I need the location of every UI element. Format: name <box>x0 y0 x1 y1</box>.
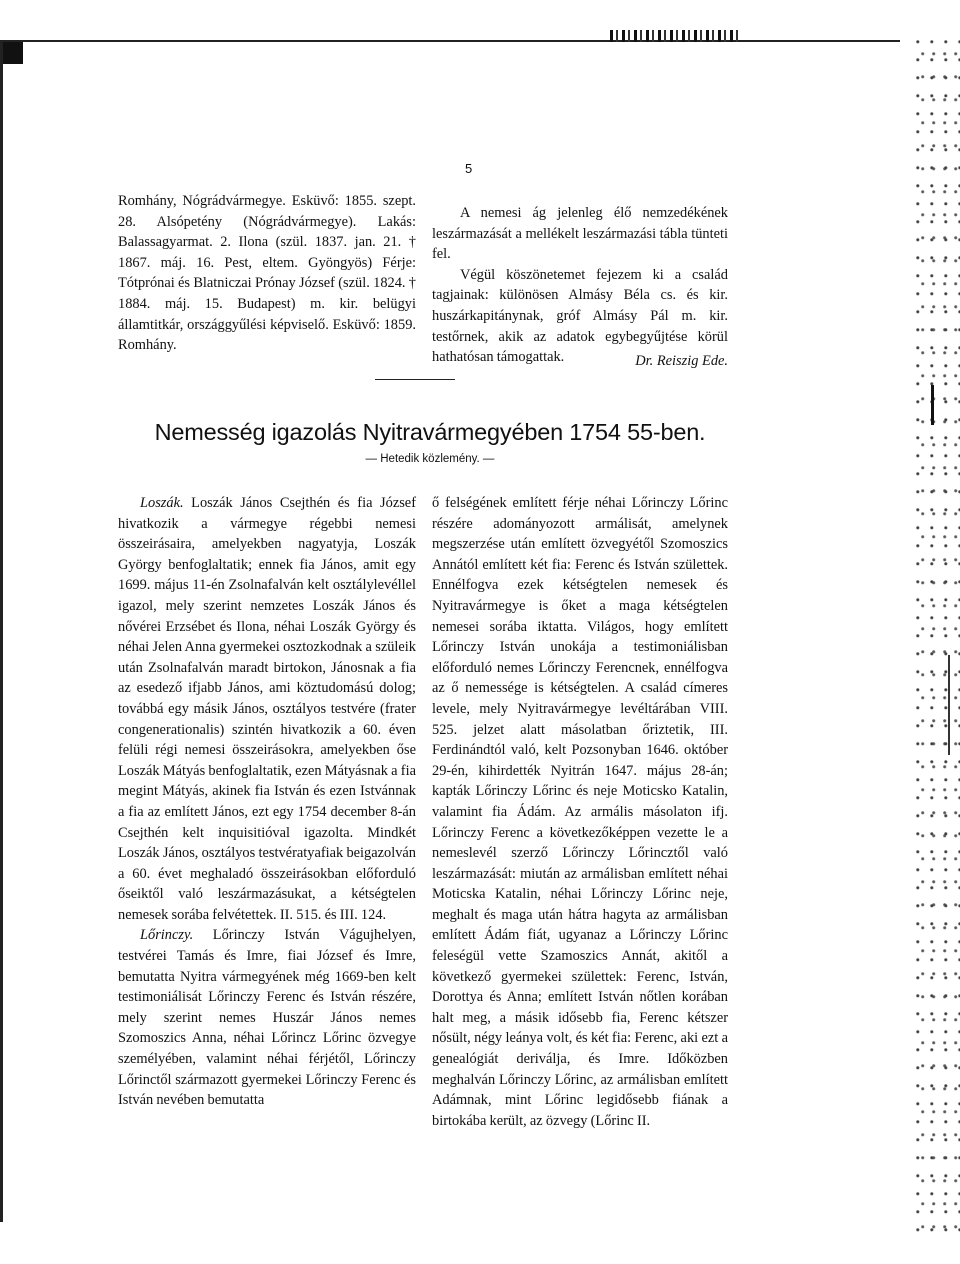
article-heading: Nemesség igazolás Nyitravármegyében 1754 55-ben. <box>154 419 706 445</box>
scan-artifact-right-bar <box>931 385 934 425</box>
scan-artifact-left-edge <box>0 42 3 1222</box>
bottom-right-text: ő felségének említett férje néhai Lőrinczy Lőrinc részére adományozott armálisát, amelynek megszerzése után említett özvegyétől Szomoszics Annától említett két fia: Ferenc és István születtek. Ennélfogva ezek kétségtelen nemesek és Nyitravármegye is őket a maga kétségtelen nemesei sorába iktatta. Világos, hogy említett Lőrinczy István unokája a testimoniálisban előforduló nemes Lőrinczy Ferencnek, ennélfogva az ő nemessége is kétségtelen. A család címeres levele, mely Nyitravármegye levéltárában VIII. 525. jelzet alatt másolatban őriztetik, III. Ferdinándtól való, kelt Pozsonyban 1646. október 29-én, kihirdették Nyitrán 1647. május 28-án; kapták Lőrinczy Lőrinc és neje Moticsko Katalin, valamint fia Ádám. Az armális másolaton ifj. Lőrinczy Ferenc a következőképpen vezette le a nemeslevél szerző Lőrinczy Lőrincztől való leszármazását: miután az armálisban említett néhai Moticska Katalin, néhai Lőrinczy Lőrinc neje, meghalt és maga után hátra hagyta az armálisban említett Ádám fiát, ugyanaz a Lőrinczy Lőrinc feleségül vette Szamoszics Annát, akitől a következő gyermekei születtek: Ferenc, István, Dorottya és Anna; említett István nőtlen korában halt meg, a másik idősebb fia, Ferenc kétszer nősült, négy leánya volt, és két fia: Ferenc, aki ezt a genealógiát deriválja, és Imre. Időközben meghalván Lőrinczy Lőrinc, az armálisban említett Adámnak, mint Lőrinc legidősebb fiának a birtokába került, az özvegy (Lőrinc II. <box>432 495 728 1129</box>
author-signature: Dr. Reiszig Ede. <box>635 353 728 369</box>
scan-artifact-top-line <box>0 40 900 42</box>
bottom-left-column <box>118 493 416 1111</box>
section-divider <box>375 379 455 380</box>
scan-artifact-right-edge <box>915 40 960 1240</box>
page-number: 5 <box>465 161 473 176</box>
article-subheading: — Hetedik közlemény. — <box>365 453 495 465</box>
top-left-column <box>118 191 416 356</box>
entry-text: Loszák János Csejthén és fia József hivatkozik a vármegye régebbi nemesi összeirásaira, amelyekben nagyatyja, Loszák György benfoglaltatik; ennek fia János, amit egy 1699. május 11-én Zsolnafalván kelt osztálylevéllel igazol, mely szerint nemzetes Loszák János és nővérei Erzsébet és Ilona, néhai Loszák György és néhai Jelen Anna gyermekei osztozkodnak a szüleik után Zsolnafalván maradt birtokon, Jánosnak a fia az esedező ifjabb János, ami köztudomású dolog; továbbá egy másik János, osztályos testvére (frater congenerationalis) szintén hivatkozik a 60. éven felüli régi nemesi összeirásokra, amelyekben őse Loszák Mátyás benfoglaltatik, ezen Mátyásnak a fia megint Mátyás, akinek fia István és ezen Istvánnak a fia az említett János, ezt egy 1754 december 8-án Csejthén kelt inquisitióval igazolta. Mindkét Loszák János, osztályos testvératyafiak beigazolván a 60. évet meghaladó összeirásokban előforduló őseiktől való leszármazásukat, a kétségtelen nemesek sorába felvétettek. II. 515. és III. 124. <box>118 495 416 923</box>
scan-artifact-top-noise <box>610 30 740 42</box>
top-right-paragraph: Végül köszönetemet fejezem ki a család tagjainak: különösen Almásy Béla cs. és kir. huszárkapitánynak, gróf Almásy Pál m. kir. testőrnek, akik az adatok egybegyűjtése körül hathatósan támogattak. <box>432 266 728 366</box>
top-right-column <box>432 203 728 368</box>
entry-family-name: Loszák. <box>140 495 184 511</box>
bottom-right-column <box>432 493 728 1131</box>
entry-family-name: Lőrinczy. <box>140 927 194 944</box>
scan-artifact-left-ink <box>3 42 23 64</box>
entry-text: Lőrinczy István Vágujhelyen, testvérei Tamás és Imre, fiai József és Imre, bemutatta Nyitra vármegyének még 1669-ben kelt testimoniálisát Lőrinczy Ferenc és István részére, mely szerint nemes Huszár János nemes Szomoszics Anna, néhai Lőrincz Lőrinc özvegye személyében, valamint néhai férjétől, Lőrinczy Lőrinctől származott gyermekei Lőrinczy Ferenc és István nevében bemutatta <box>118 927 416 1109</box>
scan-artifact-right-bar-lower <box>948 655 950 755</box>
entry-paragraph <box>118 925 416 1110</box>
top-right-paragraph: A nemesi ág jelenleg élő nemzedékének leszármazását a mellékelt leszármazási tábla tünteti fel. <box>432 205 728 263</box>
entry-paragraph <box>118 493 416 925</box>
top-left-text: Romhány, Nógrádvármegye. Esküvő: 1855. szept. 28. Alsópetény (Nógrádvármegye). Lakás: Balassagyarmat. 2. Ilona (szül. 1837. jan. 21. † 1867. máj. 16. Pest, eltem. Gyöngyös) Férje: Tótprónai és Blatniczai Prónay József (szül. 1824. † 1884. máj. 15. Budapest) m. kir. belügyi államtitkár, országgyűlési képviselő. Esküvő: 1859. Romhány. <box>118 193 416 354</box>
